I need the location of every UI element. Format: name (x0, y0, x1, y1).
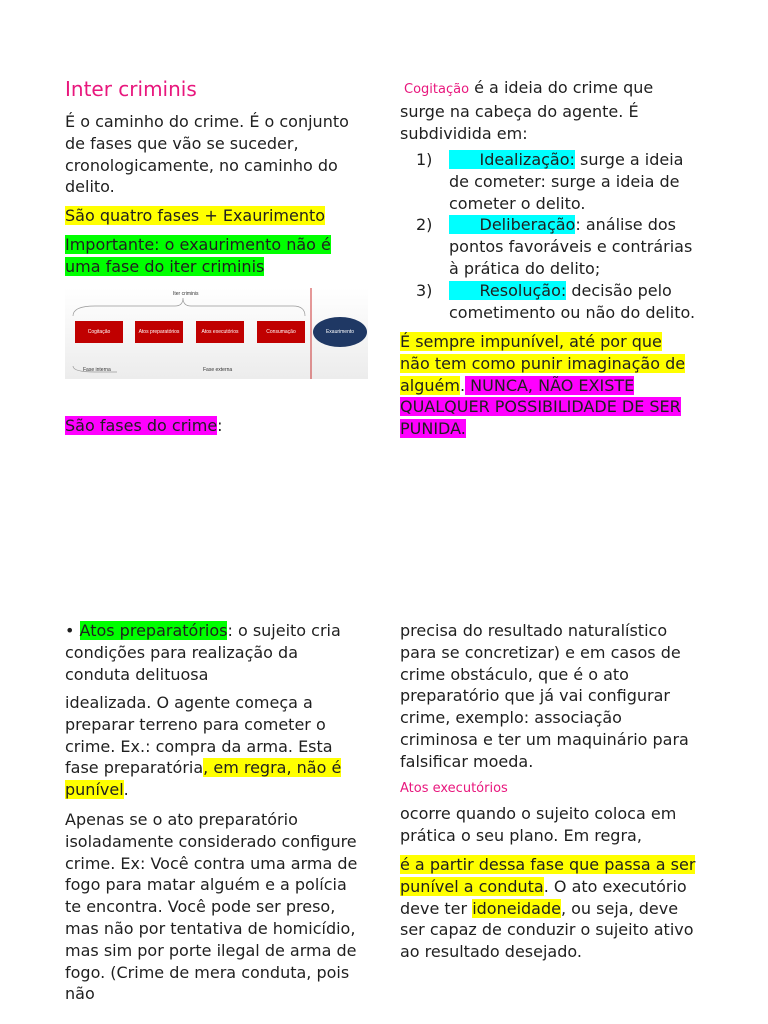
diagram-top-label: Iter criminis (173, 291, 199, 297)
fases-heading-colon: : (217, 416, 223, 435)
diagram-label-fase-externa: Fase externa (203, 367, 233, 373)
list-text: surge a ideia de cometer: surge a ideia de cometer o delito. (449, 150, 684, 213)
important-note-text: Importante: o exaurimento não é uma fase do iter criminis (65, 235, 331, 276)
list-term: Idealização: (449, 150, 575, 169)
nunca-text: NUNCA, NÃO EXISTE QUALQUER POSSIBILIDADE DE SER PUNIDA. (400, 375, 681, 439)
cogitacao-label: Cogitação (404, 82, 470, 97)
atos-preparatorios-paragraph (65, 620, 365, 685)
ocorre-text: ocorre quando o sujeito coloca em prática o seu plano. Em regra, (400, 804, 677, 845)
punivel-text-b: , ou seja, deve ser capaz de conduzir o sujeito ativo ao resultado desejado. (400, 898, 694, 962)
ocorre-paragraph (400, 803, 700, 847)
list-text: : análise dos pontos favoráveis e contrárias à prática do delito; (449, 215, 693, 278)
iter-criminis-diagram (65, 288, 368, 379)
phases-note-text: São quatro fases + Exaurimento (65, 206, 326, 225)
idealizada-paragraph (65, 692, 365, 801)
cogitacao-list (416, 149, 706, 323)
list-number: 2) (416, 215, 433, 235)
list-item (416, 280, 706, 324)
list-number: 3) (416, 280, 433, 300)
idealizada-text: idealizada. O agente começa a preparar terreno para cometer o crime. Ex.: compra da arma. Esta fase preparatória (65, 693, 333, 778)
list-text: decisão pelo cometimento ou não do delito. (449, 280, 696, 322)
idoneidade-highlight: idoneidade (472, 898, 561, 918)
important-note (65, 234, 365, 278)
nao-punivel-highlight: , em regra, não é punível (65, 758, 342, 800)
bullet: • (65, 621, 80, 640)
apenas-text: Apenas se o ato preparatório isoladamente considerado configure crime. Ex: Você contra uma arma de fogo para matar alguém e a polícia te encontra. Você pode ser preso, mas não por tentativa de homicídio, mas sim por porte ilegal de arma de fogo. (Crime de mera conduta, pois não (65, 810, 358, 1004)
list-item (416, 149, 706, 214)
atos-preparatorios-label: Atos preparatórios (79, 621, 228, 640)
section-title: Inter criminis (65, 77, 197, 101)
phases-note (65, 205, 365, 227)
diagram-box-cogitacao: Cogitação (75, 321, 123, 343)
impunivel-text: É sempre impunível, até por que não tem como punir imaginação de alguém (400, 332, 686, 395)
punivel-paragraph (400, 854, 700, 963)
apenas-paragraph (65, 809, 365, 1005)
punivel-text-a: . O ato executório deve ter (400, 876, 687, 918)
punivel-highlight: é a partir dessa fase que passa a ser punível a conduta (400, 855, 696, 896)
fases-heading-text: São fases do crime (65, 416, 218, 435)
impunivel-paragraph (400, 331, 690, 440)
diagram-box-atos-preparatorios: Atos preparatórios (135, 321, 183, 343)
intro-text: É o caminho do crime. É o conjunto de fases que vão se suceder, cronologicamente, no caminho do delito. (65, 112, 349, 197)
idealizada-period: . (123, 780, 129, 800)
diagram-box-consumacao: Consumação (257, 321, 305, 343)
impunivel-period: . (459, 375, 466, 395)
cogitacao-text: é a ideia do crime que surge na cabeça do agente. É subdividida em: (400, 78, 654, 143)
fases-heading (65, 415, 365, 437)
atos-executorios-label: Atos executórios (400, 781, 508, 796)
atos-executorios-heading (400, 778, 700, 800)
list-term: Resolução: (449, 280, 567, 300)
list-item (416, 214, 706, 279)
diagram-box-atos-executorios: Atos executórios (196, 321, 244, 343)
list-number: 1) (416, 150, 433, 169)
intro-paragraph (65, 111, 365, 198)
diagram-label-fase-interna: Fase interna (83, 367, 111, 373)
diagram-ellipse-exaurimento: Exaurimento (313, 317, 367, 347)
cogitacao-paragraph (400, 77, 700, 144)
resultado-paragraph (400, 620, 700, 773)
list-term: Deliberação (449, 215, 576, 235)
atos-preparatorios-text: : o sujeito cria condições para realização da conduta delituosa (65, 621, 341, 684)
resultado-text: precisa do resultado naturalístico para se concretizar) e em casos de crime obstáculo, que é o ato preparatório que já vai configurar crime, exemplo: associação criminosa e ter um maquinário para falsificar moeda. (400, 621, 689, 771)
